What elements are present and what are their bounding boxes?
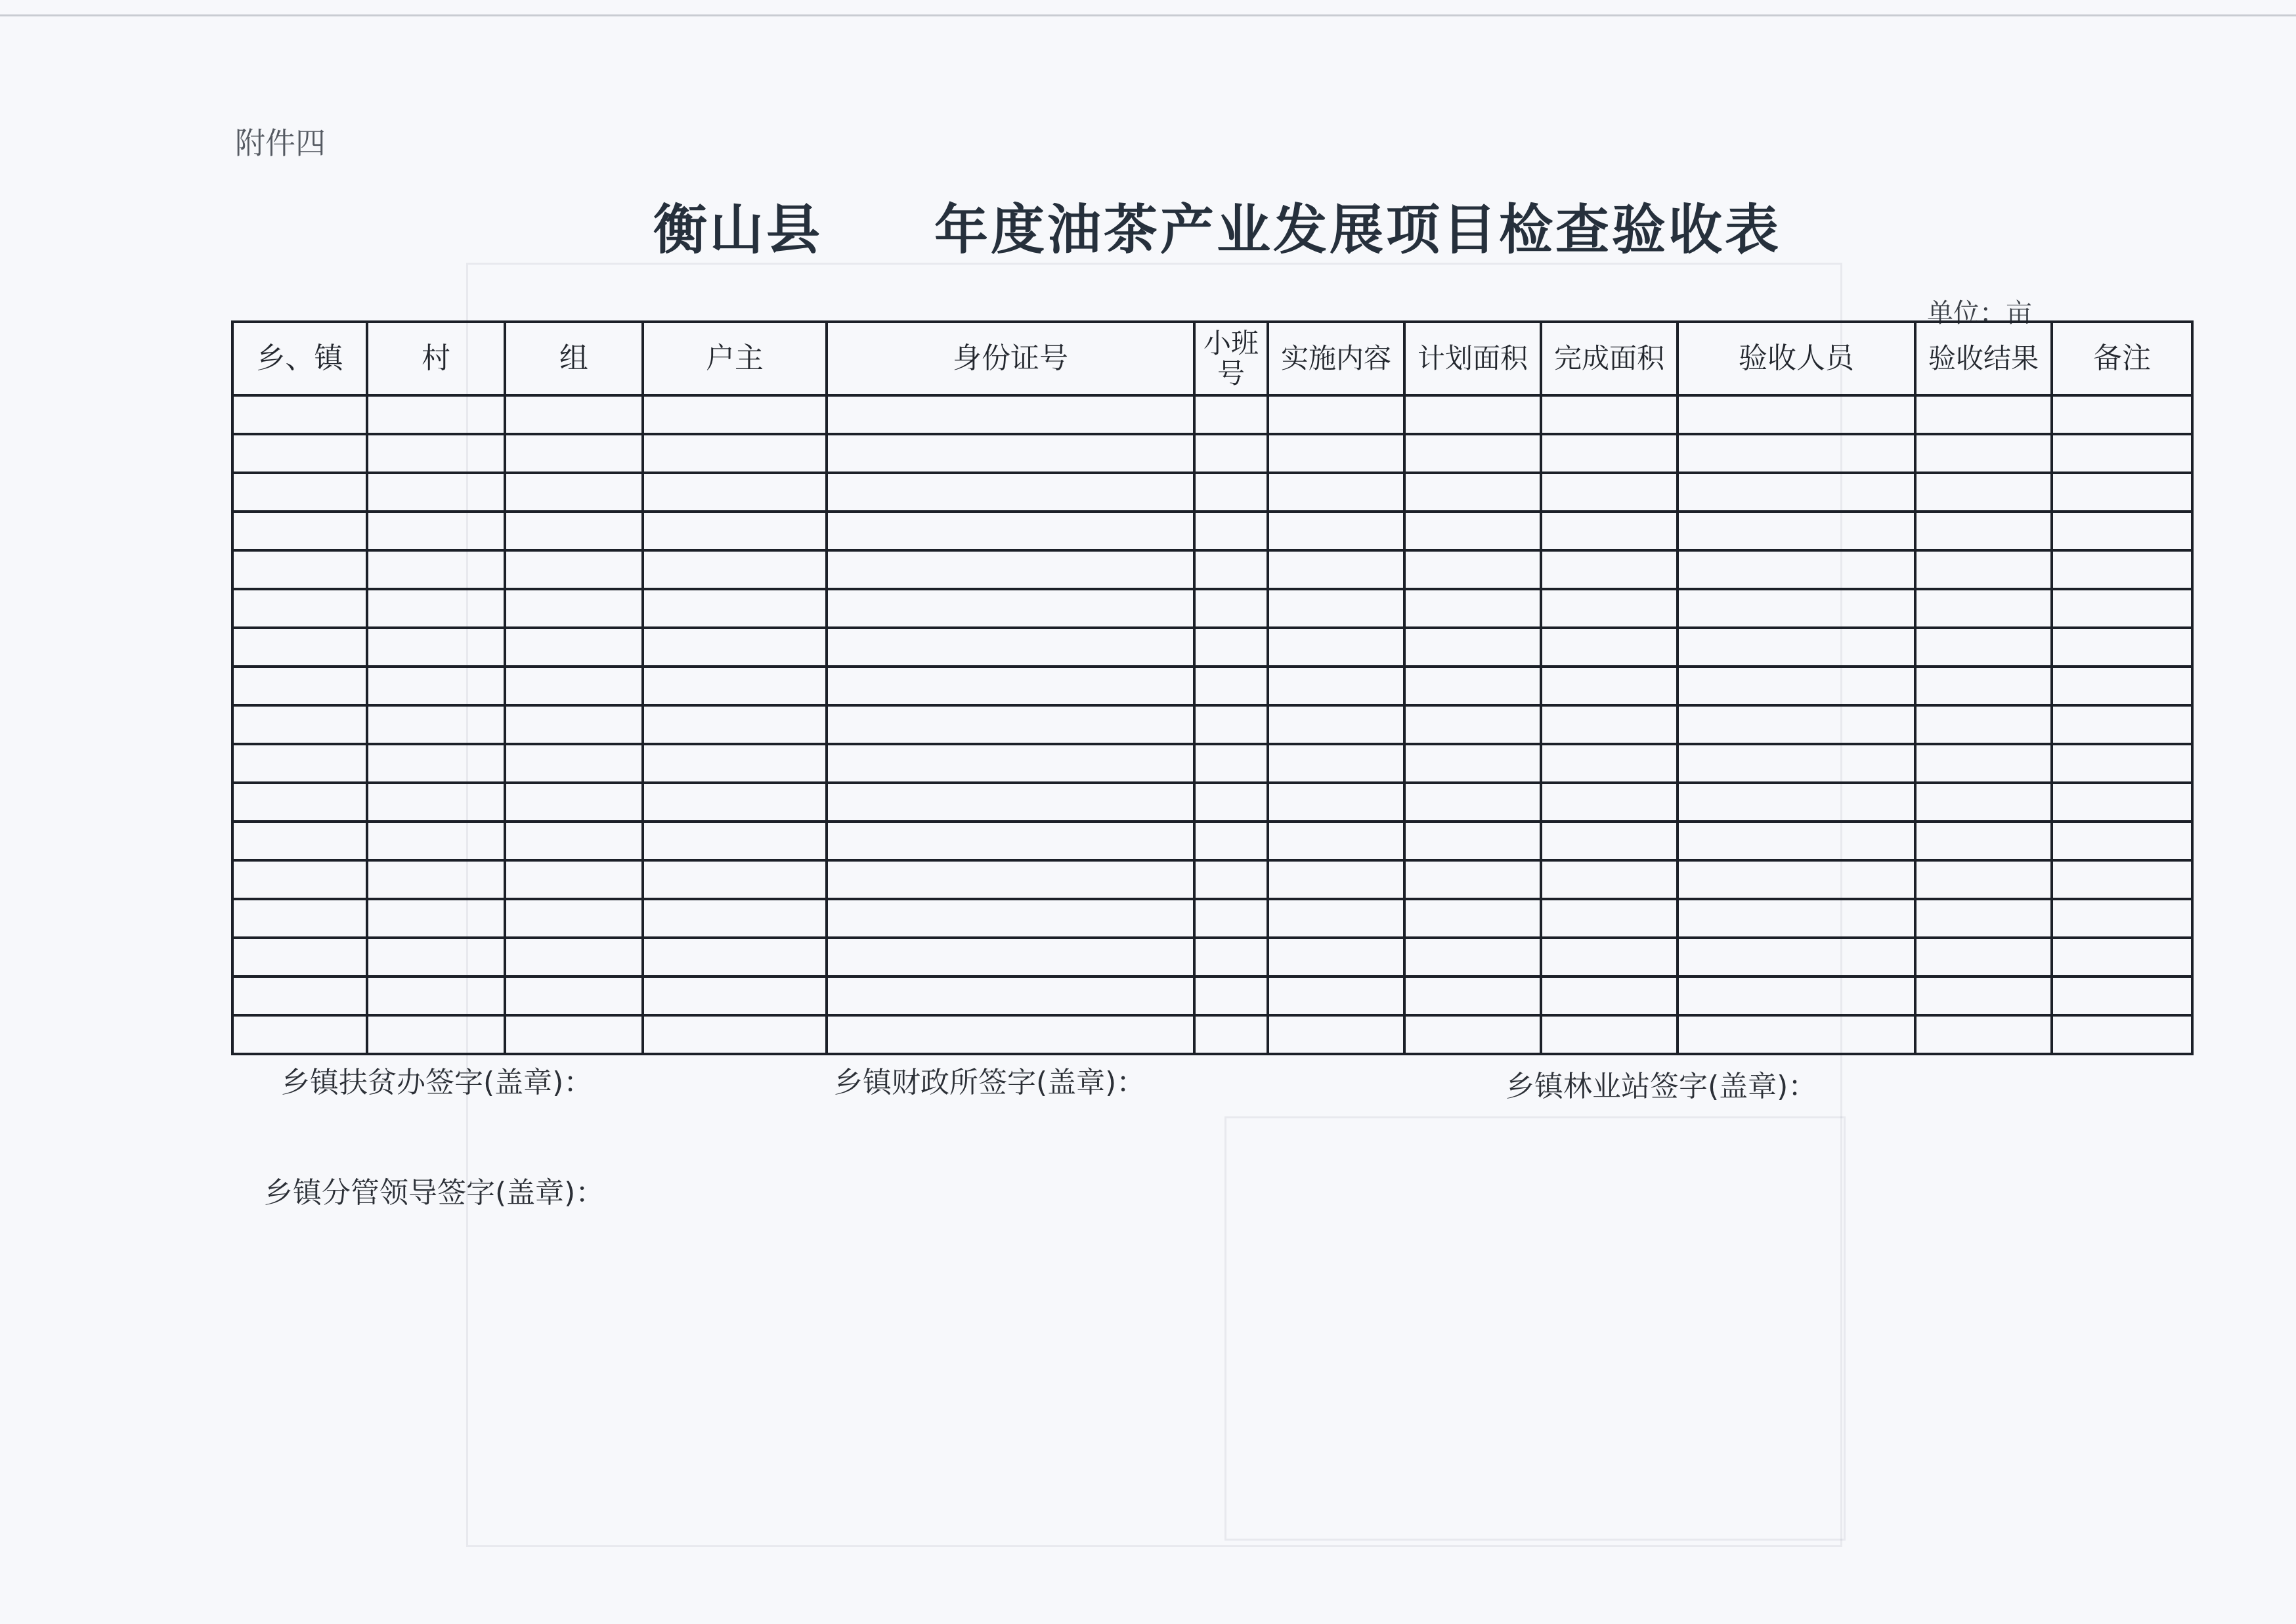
table-row bbox=[232, 589, 2192, 628]
table-cell[interactable] bbox=[505, 938, 643, 977]
table-cell[interactable] bbox=[1194, 512, 1268, 550]
table-cell[interactable] bbox=[505, 628, 643, 667]
table-cell[interactable] bbox=[827, 473, 1194, 512]
table-cell[interactable] bbox=[643, 667, 827, 705]
table-cell[interactable] bbox=[1268, 1015, 1404, 1054]
table-cell[interactable] bbox=[1268, 860, 1404, 899]
table-cell[interactable] bbox=[1404, 705, 1541, 744]
table-cell[interactable] bbox=[827, 860, 1194, 899]
table-cell[interactable] bbox=[1194, 473, 1268, 512]
table-cell[interactable] bbox=[1404, 938, 1541, 977]
table-cell[interactable] bbox=[1404, 860, 1541, 899]
table-cell[interactable] bbox=[1915, 938, 2052, 977]
table-cell[interactable] bbox=[1678, 589, 1915, 628]
header-plot-number: 小班号 bbox=[1194, 322, 1268, 395]
table-cell[interactable] bbox=[1268, 667, 1404, 705]
table-cell[interactable] bbox=[643, 977, 827, 1015]
table-cell[interactable] bbox=[232, 899, 367, 938]
table-cell[interactable] bbox=[232, 628, 367, 667]
table-cell[interactable] bbox=[1678, 705, 1915, 744]
table-cell[interactable] bbox=[643, 550, 827, 589]
table-cell[interactable] bbox=[232, 512, 367, 550]
table-cell[interactable] bbox=[367, 550, 505, 589]
table-cell[interactable] bbox=[1404, 512, 1541, 550]
table-cell[interactable] bbox=[505, 473, 643, 512]
table-row bbox=[232, 550, 2192, 589]
table-cell[interactable] bbox=[232, 822, 367, 860]
table-cell[interactable] bbox=[2052, 589, 2192, 628]
table-row bbox=[232, 822, 2192, 860]
header-completed-area: 完成面积 bbox=[1541, 322, 1678, 395]
table-cell[interactable] bbox=[643, 1015, 827, 1054]
title-county: 衡山县 bbox=[653, 199, 823, 261]
table-cell[interactable] bbox=[367, 705, 505, 744]
table-row bbox=[232, 977, 2192, 1015]
table-cell[interactable] bbox=[1678, 395, 1915, 434]
table-cell[interactable] bbox=[232, 434, 367, 473]
table-cell[interactable] bbox=[1541, 938, 1678, 977]
table-cell[interactable] bbox=[1404, 473, 1541, 512]
signature-poverty-office: 乡镇扶贫办签字(盖章)： bbox=[281, 1066, 593, 1099]
table-cell[interactable] bbox=[505, 550, 643, 589]
table-cell[interactable] bbox=[1678, 550, 1915, 589]
table-cell[interactable] bbox=[1678, 512, 1915, 550]
table-cell[interactable] bbox=[232, 705, 367, 744]
table-cell[interactable] bbox=[1678, 434, 1915, 473]
table-cell[interactable] bbox=[367, 434, 505, 473]
table-cell[interactable] bbox=[1915, 705, 2052, 744]
table-cell[interactable] bbox=[505, 434, 643, 473]
header-id-number: 身份证号 bbox=[827, 322, 1194, 395]
table-cell[interactable] bbox=[1268, 783, 1404, 822]
table-cell[interactable] bbox=[1915, 628, 2052, 667]
table-cell[interactable] bbox=[367, 860, 505, 899]
table-cell[interactable] bbox=[1268, 512, 1404, 550]
table-cell[interactable] bbox=[1404, 822, 1541, 860]
table-cell[interactable] bbox=[643, 589, 827, 628]
table-row bbox=[232, 1015, 2192, 1054]
table-row bbox=[232, 473, 2192, 512]
table-cell[interactable] bbox=[1678, 744, 1915, 783]
table-cell[interactable] bbox=[367, 395, 505, 434]
table-cell[interactable] bbox=[2052, 395, 2192, 434]
table-cell[interactable] bbox=[1404, 628, 1541, 667]
table-cell[interactable] bbox=[505, 783, 643, 822]
table-cell[interactable] bbox=[643, 744, 827, 783]
table-cell[interactable] bbox=[232, 473, 367, 512]
table-row bbox=[232, 744, 2192, 783]
table-cell[interactable] bbox=[1915, 822, 2052, 860]
table-cell[interactable] bbox=[232, 550, 367, 589]
table-cell[interactable] bbox=[232, 667, 367, 705]
table-cell[interactable] bbox=[367, 822, 505, 860]
table-cell[interactable] bbox=[1194, 628, 1268, 667]
table-cell[interactable] bbox=[1678, 938, 1915, 977]
header-householder: 户主 bbox=[643, 322, 827, 395]
table-cell[interactable] bbox=[232, 938, 367, 977]
table-cell[interactable] bbox=[1915, 1015, 2052, 1054]
table-cell[interactable] bbox=[367, 628, 505, 667]
table-cell[interactable] bbox=[505, 705, 643, 744]
table-cell[interactable] bbox=[827, 1015, 1194, 1054]
table-cell[interactable] bbox=[1194, 705, 1268, 744]
table-cell[interactable] bbox=[643, 434, 827, 473]
table-cell[interactable] bbox=[1194, 822, 1268, 860]
table-cell[interactable] bbox=[2052, 473, 2192, 512]
table-cell[interactable] bbox=[1194, 938, 1268, 977]
table-cell[interactable] bbox=[1194, 667, 1268, 705]
table-cell[interactable] bbox=[643, 512, 827, 550]
table-cell[interactable] bbox=[1194, 783, 1268, 822]
table-cell[interactable] bbox=[367, 589, 505, 628]
header-result: 验收结果 bbox=[1915, 322, 2052, 395]
table-cell[interactable] bbox=[1268, 705, 1404, 744]
table-cell[interactable] bbox=[1194, 744, 1268, 783]
table-cell[interactable] bbox=[1404, 977, 1541, 1015]
table-cell[interactable] bbox=[1194, 589, 1268, 628]
table-cell[interactable] bbox=[505, 977, 643, 1015]
table-cell[interactable] bbox=[1541, 628, 1678, 667]
table-cell[interactable] bbox=[367, 512, 505, 550]
table-cell[interactable] bbox=[1678, 628, 1915, 667]
table-cell[interactable] bbox=[2052, 512, 2192, 550]
table-cell[interactable] bbox=[1541, 977, 1678, 1015]
table-cell[interactable] bbox=[1268, 744, 1404, 783]
table-cell[interactable] bbox=[1268, 938, 1404, 977]
table-cell[interactable] bbox=[1915, 667, 2052, 705]
header-village: 村 bbox=[367, 322, 505, 395]
table-cell[interactable] bbox=[1678, 783, 1915, 822]
table-cell[interactable] bbox=[505, 1015, 643, 1054]
table-cell[interactable] bbox=[367, 667, 505, 705]
table-cell[interactable] bbox=[1404, 395, 1541, 434]
table-cell[interactable] bbox=[2052, 628, 2192, 667]
table-cell[interactable] bbox=[1268, 473, 1404, 512]
table-cell[interactable] bbox=[827, 667, 1194, 705]
table-cell[interactable] bbox=[1541, 783, 1678, 822]
header-implementation: 实施内容 bbox=[1268, 322, 1404, 395]
table-cell[interactable] bbox=[827, 550, 1194, 589]
signature-leader: 乡镇分管领导签字(盖章)： bbox=[264, 1176, 605, 1210]
table-row bbox=[232, 395, 2192, 434]
table-cell[interactable] bbox=[2052, 783, 2192, 822]
table-row bbox=[232, 512, 2192, 550]
table-cell[interactable] bbox=[1915, 744, 2052, 783]
table-cell[interactable] bbox=[1404, 550, 1541, 589]
header-row bbox=[232, 322, 2192, 395]
table-cell[interactable] bbox=[1268, 550, 1404, 589]
table-cell[interactable] bbox=[1678, 473, 1915, 512]
table-cell[interactable] bbox=[232, 860, 367, 899]
table-cell[interactable] bbox=[1404, 899, 1541, 938]
table-row bbox=[232, 899, 2192, 938]
table-cell[interactable] bbox=[1268, 977, 1404, 1015]
table-cell[interactable] bbox=[1268, 628, 1404, 667]
header-group: 组 bbox=[505, 322, 643, 395]
unit-label: 单位：亩 bbox=[1927, 298, 2032, 328]
table-cell[interactable] bbox=[1541, 512, 1678, 550]
table-cell[interactable] bbox=[1404, 667, 1541, 705]
table-cell[interactable] bbox=[827, 938, 1194, 977]
table-cell[interactable] bbox=[2052, 977, 2192, 1015]
table-row bbox=[232, 667, 2192, 705]
table-cell[interactable] bbox=[643, 822, 827, 860]
table-cell[interactable] bbox=[1268, 395, 1404, 434]
table-cell[interactable] bbox=[1915, 434, 2052, 473]
table-cell[interactable] bbox=[1194, 1015, 1268, 1054]
table-cell[interactable] bbox=[505, 512, 643, 550]
table-cell[interactable] bbox=[1541, 473, 1678, 512]
page-title bbox=[653, 187, 1781, 264]
table-cell[interactable] bbox=[1915, 395, 2052, 434]
table-cell[interactable] bbox=[1541, 705, 1678, 744]
header-planned-area: 计划面积 bbox=[1404, 322, 1541, 395]
table-row bbox=[232, 860, 2192, 899]
table-cell[interactable] bbox=[1915, 860, 2052, 899]
table-cell[interactable] bbox=[827, 899, 1194, 938]
table-cell[interactable] bbox=[643, 395, 827, 434]
table-cell[interactable] bbox=[1194, 434, 1268, 473]
title-main: 年度油茶产业发展项目检查验收表 bbox=[934, 199, 1782, 261]
table-row bbox=[232, 705, 2192, 744]
table-cell[interactable] bbox=[232, 1015, 367, 1054]
table-row bbox=[232, 628, 2192, 667]
table-cell[interactable] bbox=[1268, 822, 1404, 860]
table-cell[interactable] bbox=[1194, 899, 1268, 938]
table-cell[interactable] bbox=[643, 899, 827, 938]
table-cell[interactable] bbox=[2052, 705, 2192, 744]
inspection-table bbox=[231, 320, 2194, 1055]
table-cell[interactable] bbox=[1268, 899, 1404, 938]
table-cell[interactable] bbox=[1404, 434, 1541, 473]
table-cell[interactable] bbox=[1678, 899, 1915, 938]
header-remarks: 备注 bbox=[2052, 322, 2192, 395]
table-cell[interactable] bbox=[827, 628, 1194, 667]
table-cell[interactable] bbox=[1915, 512, 2052, 550]
table-cell[interactable] bbox=[643, 860, 827, 899]
table-cell[interactable] bbox=[1541, 860, 1678, 899]
table-cell[interactable] bbox=[367, 899, 505, 938]
table-cell[interactable] bbox=[505, 667, 643, 705]
table-cell[interactable] bbox=[2052, 434, 2192, 473]
table-row bbox=[232, 434, 2192, 473]
table-cell[interactable] bbox=[2052, 899, 2192, 938]
table-cell[interactable] bbox=[232, 783, 367, 822]
signature-forestry-station: 乡镇林业站签字(盖章)： bbox=[1505, 1070, 1817, 1103]
table-cell[interactable] bbox=[2052, 667, 2192, 705]
table-cell[interactable] bbox=[2052, 938, 2192, 977]
table-cell[interactable] bbox=[643, 938, 827, 977]
table-cell[interactable] bbox=[1541, 589, 1678, 628]
header-inspectors: 验收人员 bbox=[1678, 322, 1915, 395]
table-cell[interactable] bbox=[1268, 434, 1404, 473]
table-cell[interactable] bbox=[2052, 860, 2192, 899]
table-cell[interactable] bbox=[827, 589, 1194, 628]
table-cell[interactable] bbox=[1541, 667, 1678, 705]
table-cell[interactable] bbox=[505, 899, 643, 938]
table-cell[interactable] bbox=[367, 1015, 505, 1054]
table-cell[interactable] bbox=[1678, 977, 1915, 1015]
table-cell[interactable] bbox=[367, 473, 505, 512]
table-cell[interactable] bbox=[1541, 822, 1678, 860]
table-cell[interactable] bbox=[643, 473, 827, 512]
annex-label: 附件四 bbox=[235, 125, 326, 161]
table-cell[interactable] bbox=[232, 744, 367, 783]
table-cell[interactable] bbox=[1678, 860, 1915, 899]
table-cell[interactable] bbox=[827, 434, 1194, 473]
table-cell[interactable] bbox=[232, 395, 367, 434]
table-cell[interactable] bbox=[1541, 1015, 1678, 1054]
table-cell[interactable] bbox=[2052, 744, 2192, 783]
table-cell[interactable] bbox=[1404, 1015, 1541, 1054]
table-cell[interactable] bbox=[367, 977, 505, 1015]
table-cell[interactable] bbox=[367, 938, 505, 977]
table-row bbox=[232, 783, 2192, 822]
signature-finance-office: 乡镇财政所签字(盖章)： bbox=[834, 1066, 1146, 1099]
table-cell[interactable] bbox=[505, 744, 643, 783]
table-cell[interactable] bbox=[367, 744, 505, 783]
table-cell[interactable] bbox=[1541, 395, 1678, 434]
table-cell[interactable] bbox=[367, 783, 505, 822]
table-cell[interactable] bbox=[827, 512, 1194, 550]
table-cell[interactable] bbox=[643, 705, 827, 744]
scan-top-edge bbox=[0, 14, 2296, 16]
table-cell[interactable] bbox=[827, 822, 1194, 860]
table-cell[interactable] bbox=[1915, 977, 2052, 1015]
table-cell[interactable] bbox=[827, 395, 1194, 434]
table-cell[interactable] bbox=[1541, 744, 1678, 783]
table-cell[interactable] bbox=[1194, 395, 1268, 434]
table-cell[interactable] bbox=[505, 860, 643, 899]
table-cell[interactable] bbox=[1194, 977, 1268, 1015]
table-cell[interactable] bbox=[1404, 589, 1541, 628]
table-cell[interactable] bbox=[505, 589, 643, 628]
table-cell[interactable] bbox=[1915, 473, 2052, 512]
table-cell[interactable] bbox=[827, 783, 1194, 822]
table-cell[interactable] bbox=[1404, 744, 1541, 783]
table-cell[interactable] bbox=[2052, 822, 2192, 860]
table-body bbox=[232, 395, 2192, 1054]
header-town: 乡、镇 bbox=[232, 322, 367, 395]
table-cell[interactable] bbox=[1541, 899, 1678, 938]
table-cell[interactable] bbox=[643, 783, 827, 822]
table-cell[interactable] bbox=[827, 744, 1194, 783]
table-cell[interactable] bbox=[1678, 667, 1915, 705]
table-cell[interactable] bbox=[2052, 550, 2192, 589]
table-cell[interactable] bbox=[827, 977, 1194, 1015]
table-cell[interactable] bbox=[1915, 899, 2052, 938]
table-row bbox=[232, 938, 2192, 977]
table-cell[interactable] bbox=[505, 395, 643, 434]
table-cell[interactable] bbox=[1268, 589, 1404, 628]
table-cell[interactable] bbox=[1678, 1015, 1915, 1054]
table-cell[interactable] bbox=[1915, 589, 2052, 628]
table-cell[interactable] bbox=[643, 628, 827, 667]
table-cell[interactable] bbox=[1915, 550, 2052, 589]
table-cell[interactable] bbox=[1404, 783, 1541, 822]
table-cell[interactable] bbox=[505, 822, 643, 860]
table-cell[interactable] bbox=[2052, 1015, 2192, 1054]
table-cell[interactable] bbox=[232, 589, 367, 628]
table-cell[interactable] bbox=[1541, 434, 1678, 473]
table-cell[interactable] bbox=[1194, 550, 1268, 589]
table-cell[interactable] bbox=[1915, 783, 2052, 822]
table-cell[interactable] bbox=[232, 977, 367, 1015]
table-cell[interactable] bbox=[827, 705, 1194, 744]
table-cell[interactable] bbox=[1678, 822, 1915, 860]
table-cell[interactable] bbox=[1541, 550, 1678, 589]
table-cell[interactable] bbox=[1194, 860, 1268, 899]
bleed-through-box bbox=[1224, 1116, 1846, 1541]
